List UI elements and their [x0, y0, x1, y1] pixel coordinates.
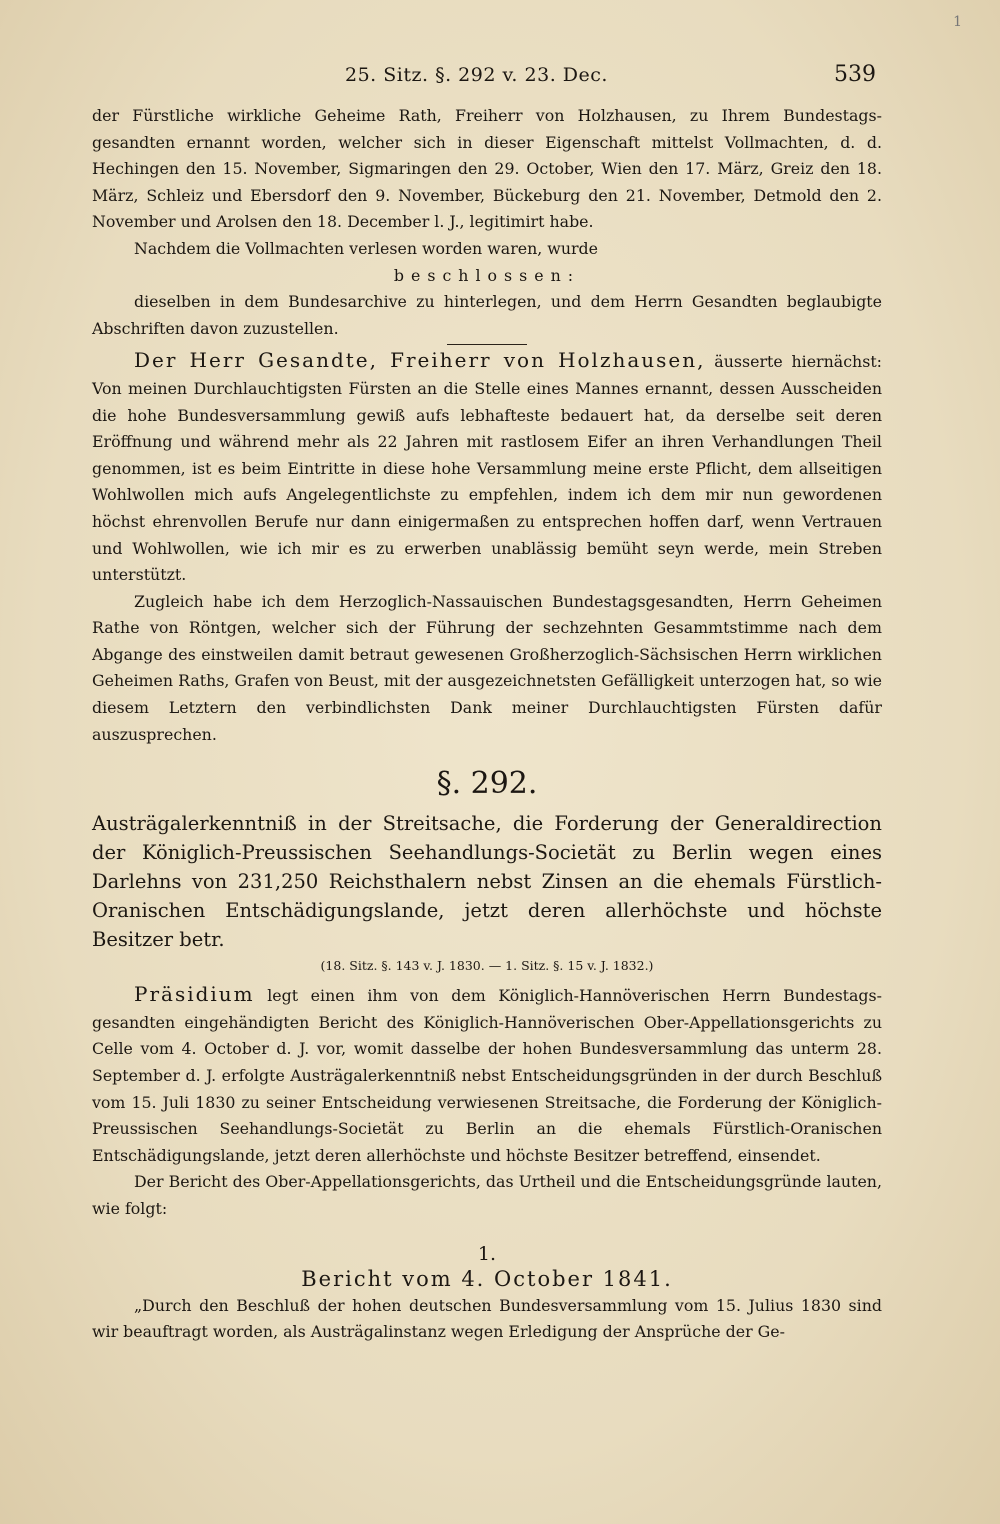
envoy-statement-text: äusserte hiernächst: Von meinen Durchlauchtigsten Fürsten an die Stelle eines Mannes ernannt, dessen Ausscheiden die hohe Bundesversammlung gewiß aufs lebhafteste bedauert hat, da derselbe seit deren Eröffnung und während mehr als 22 Jahren mit rastlosem Eifer an ihren Verhandlungen Theil genommen, ist es beim Eintritte in diese hohe Versammlung meine erste Pflicht, dem allseitigen Wohlwollen mich aufs Angelegentlichste zu empfehlen, indem ich dem mir nun gewordenen höchst ehrenvollen Berufe nur dann einigermaßen zu entsprechen hoffen darf, wenn Vertrauen und Wohlwollen, wie ich mir es zu erwerben unablässig bemüht seyn werde, mein Streben unterstützt. — [92, 352, 882, 585]
section-subject: Austrägalerkenntniß in der Streitsache, die Forderung der Generaldirection der Königlich-Preussischen Seehandlungs-Societät zu Berlin wegen eines Darlehns von 231,250 Reichsthalern nebst Zinsen an die ehemals Fürstlich-Oranischen Entschädigungslande, jetzt deren allerhöchste und höchste Besitzer betr. — [92, 812, 882, 952]
paragraph-thanks: Zugleich habe ich dem Herzoglich-Nassauischen Bundestagsgesandten, Herrn Geheimen Rathe von Röntgen, welcher sich der Führung der sechzehnten Gesammtstimme nach dem Abgange des einstweilen damit betraut gewesenen Großherzoglich-Sächsischen Herrn wirklichen Geheimen Raths, Grafen von Beust, mit der ausgezeichnetsten Gefälligkeit unterzogen hat, so wie diesem Letztern den verbindlichsten Dank meiner Durchlauchtigsten Fürsten dafür auszusprechen. — [92, 591, 882, 744]
praesidium-lead: Präsidium — [134, 982, 255, 1007]
page-header — [90, 60, 880, 94]
paragraph-envoy-statement — [92, 347, 882, 588]
paragraph-praesidium — [92, 981, 882, 1169]
praesidium-text: legt einen ihm von dem Königlich-Hannöverischen Herrn Bundestags-gesandten eingehändigten Bericht des Königlich-Hannöverischen Ober-Appellationsgerichts zu Celle vom 4. October d. J. vor, womit dasselbe der hohen Bundesversammlung das unterm 28. September d. J. erfolgte Austrägalerkenntniß nebst Entscheidungsgründen in der durch Beschluß vom 15. Juli 1830 zu seiner Entscheidung verwiesenen Streitsache, die Forderung der Königlich-Preussischen Seehandlungs-Societät zu Berlin an die ehemals Fürstlich-Oranischen Entschädigungslande, jetzt deren allerhöchste und höchste Besitzer betreffend, einsendet. — [92, 986, 882, 1165]
section-number: §. 292. — [436, 766, 538, 802]
document-title: Bericht vom 4. October 1841. — [301, 1266, 673, 1291]
document-number: 1. — [477, 1242, 497, 1265]
paragraph-resolution: dieselben in dem Bundesarchive zu hinterlegen, und dem Herrn Gesandten beglaubigte Abschriften davon zuzustellen. — [92, 292, 882, 338]
corner-mark: 1 — [953, 14, 962, 30]
separator-rule — [447, 344, 527, 345]
page-number: 539 — [834, 62, 876, 87]
paragraph-vollmachten-read: Nachdem die Vollmachten verlesen worden waren, wurde — [134, 238, 599, 258]
page-body — [92, 103, 882, 1346]
running-title: 25. Sitz. §. 292 v. 23. Dec. — [345, 64, 608, 86]
section-references: (18. Sitz. §. 143 v. J. 1830. — 1. Sitz. §. 15 v. J. 1832.) — [320, 958, 654, 974]
paragraph-report-opening: „Durch den Beschluß der hohen deutschen Bundesversammlung vom 15. Julius 1830 sind wir beauftragt worden, als Austrägalinstanz wegen Erledigung der Ansprüche der Ge- — [92, 1295, 882, 1342]
paragraph-report-intro: Der Bericht des Ober-Appellationsgerichts, das Urtheil und die Entscheidungsgründe lauten, wie folgt: — [92, 1172, 882, 1218]
envoy-lead: Der Herr Gesandte, Freiherr von Holzhausen, — [134, 348, 706, 373]
paragraph-legitimation: der Fürstliche wirkliche Geheime Rath, Freiherr von Holzhausen, zu Ihrem Bundestags-gesandten ernannt worden, welcher sich in dieser Eigenschaft mittelst Vollmachten, d. d. Hechingen den 15. November, Sigmaringen den 29. October, Wien den 17. März, Greiz den 18. März, Schleiz und Ebersdorf den 9. November, Bückeburg den 21. November, Detmold den 2. November und Arolsen den 18. December l. J., legitimirt habe. — [92, 106, 882, 232]
resolution-heading: beschlossen: — [393, 265, 581, 285]
